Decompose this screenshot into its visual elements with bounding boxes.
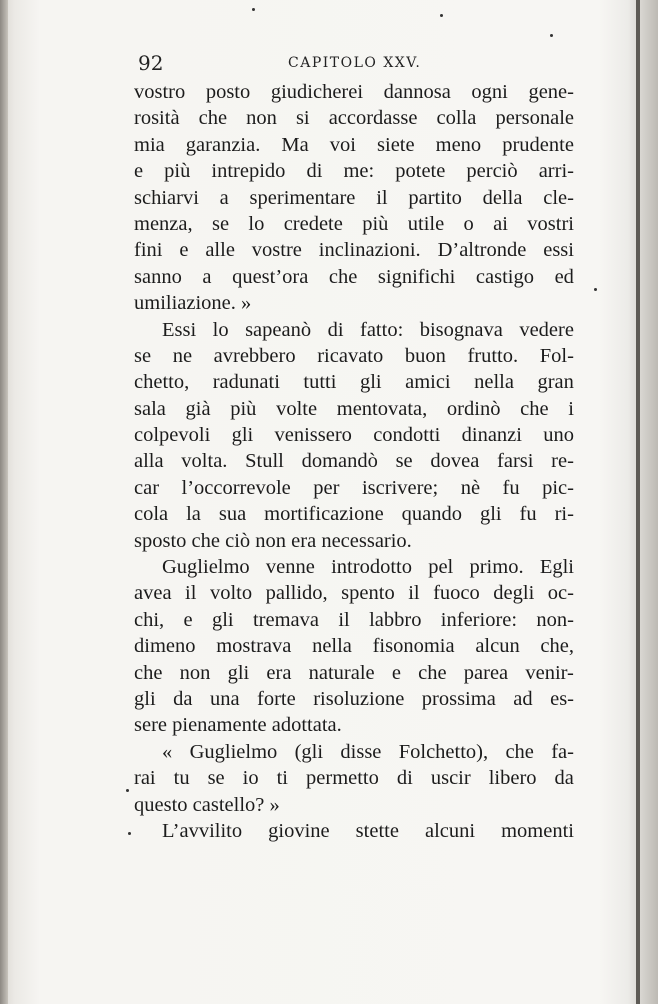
word: permetto: [306, 767, 379, 790]
word: sua: [218, 503, 247, 526]
word: inferiore:: [440, 608, 518, 631]
word: fisonomia: [372, 635, 455, 658]
word: una: [209, 687, 240, 710]
word: più: [230, 397, 257, 420]
word: sala: [134, 397, 166, 420]
word: gli: [479, 503, 502, 526]
word: tu: [173, 767, 190, 790]
word: uscir: [430, 767, 471, 790]
word: potete: [395, 160, 446, 183]
word: se: [134, 344, 152, 367]
text-line: [134, 501, 574, 527]
word: volte: [276, 397, 318, 420]
word: fu: [502, 476, 520, 499]
word: il: [408, 582, 420, 605]
word: quest’ora: [232, 265, 309, 288]
word: fa-: [551, 740, 574, 763]
word: meno: [435, 133, 482, 156]
word: se: [395, 450, 413, 473]
word: schiarvi: [134, 186, 199, 209]
word: bisognava: [419, 318, 503, 341]
word: rosità: [134, 107, 180, 130]
word: tutti: [303, 371, 337, 394]
word: ad: [513, 687, 533, 710]
word: il: [185, 582, 197, 605]
word: colpevoli: [134, 424, 211, 447]
word: uno: [543, 424, 574, 447]
text-line: [134, 633, 574, 659]
word: radunati: [212, 371, 280, 394]
word: partito: [408, 186, 462, 209]
word: lo: [248, 212, 265, 235]
word: dannosa: [383, 81, 451, 103]
word: gli: [359, 371, 382, 394]
word: questo: [134, 793, 188, 816]
word: dimeno: [134, 635, 196, 658]
word: inclinazioni.: [318, 239, 421, 262]
word: la: [186, 503, 201, 526]
word: già: [185, 397, 211, 420]
text-line: [134, 290, 574, 316]
word: che: [505, 740, 534, 763]
word: nè: [460, 476, 481, 499]
word: vedere: [519, 318, 574, 341]
word: re-: [551, 450, 574, 473]
text-line: [134, 105, 574, 131]
word: dinanzi: [461, 424, 522, 447]
word: Fol-: [539, 344, 574, 367]
word: ri-: [554, 503, 574, 526]
word: giudicherei: [270, 81, 364, 103]
word: farsi: [497, 450, 534, 473]
word: nella: [312, 635, 352, 658]
word: si: [295, 107, 310, 130]
word: da: [173, 687, 193, 710]
word: pienamente: [172, 714, 267, 737]
page-right-edge: [636, 0, 640, 1004]
word: pic-: [542, 476, 574, 499]
running-head: [138, 50, 578, 76]
word: significhi: [377, 265, 456, 288]
text-line: [134, 158, 574, 184]
word: Guglielmo: [162, 556, 250, 579]
word: avea: [134, 582, 172, 605]
word: fini: [134, 239, 163, 262]
word: i: [568, 397, 574, 420]
word: naturale: [308, 661, 375, 684]
text-line: [134, 211, 574, 237]
ink-speck: [550, 34, 553, 37]
word: giovine: [268, 819, 330, 842]
text-line: [134, 607, 574, 633]
word: gli: [227, 661, 250, 684]
word: se: [207, 767, 225, 790]
word: fu: [519, 503, 537, 526]
word: Stull: [245, 450, 284, 473]
word: condotti: [373, 424, 441, 447]
ink-speck: [594, 288, 597, 291]
word: ai: [493, 212, 508, 235]
word: rai: [134, 767, 156, 790]
text-line: [134, 528, 574, 554]
word: prossima: [421, 687, 496, 710]
word: Guglielmo: [189, 740, 278, 763]
word: libero: [488, 767, 537, 790]
text-line: [134, 237, 574, 263]
word: che: [520, 397, 549, 420]
word: essi: [543, 239, 574, 262]
word: vostre: [251, 239, 302, 262]
word: che: [418, 661, 447, 684]
text-line: [134, 185, 574, 211]
text-line: [134, 712, 574, 738]
word: venne: [265, 556, 315, 579]
word: umiliazione.: [134, 292, 236, 315]
word: venissero: [274, 424, 352, 447]
word: cola: [134, 503, 169, 526]
word: gran: [537, 371, 574, 394]
word: me:: [343, 160, 375, 183]
word: L’avvilito: [162, 819, 243, 842]
word: castigo: [475, 265, 534, 288]
word: credete: [283, 212, 343, 235]
word: sanno: [134, 265, 182, 288]
word: utile: [407, 212, 445, 235]
word: il: [376, 186, 388, 209]
body-text: [134, 79, 574, 844]
word: alcuni: [424, 819, 476, 842]
word: arri-: [538, 160, 574, 183]
word: Egli: [539, 556, 574, 579]
word: sapeanò: [245, 318, 312, 341]
word: Folchetto),: [398, 740, 489, 763]
text-line: [134, 792, 574, 818]
word: pallido,: [265, 582, 328, 605]
word: volta.: [181, 450, 228, 473]
ink-speck: [128, 832, 131, 835]
word: necessario.: [321, 529, 412, 552]
text-line: [134, 739, 574, 765]
word: lo: [212, 318, 229, 341]
word: mentovata,: [336, 397, 428, 420]
word: pel: [428, 556, 454, 579]
word: Essi: [162, 318, 197, 341]
text-line: [134, 396, 574, 422]
word: io: [242, 767, 259, 790]
word: vostro: [134, 81, 186, 103]
word: e: [183, 608, 193, 631]
word: gli: [211, 608, 234, 631]
page-binding-edge: [0, 0, 8, 1004]
word: garanzia.: [185, 133, 261, 156]
word: della: [482, 186, 523, 209]
word: non-: [536, 608, 574, 631]
word: risoluzione: [313, 687, 405, 710]
word: accordasse: [328, 107, 418, 130]
word: non: [179, 661, 211, 684]
word: fuoco: [433, 582, 480, 605]
word: se: [211, 212, 230, 235]
word: es-: [550, 687, 574, 710]
word: mostrava: [216, 635, 292, 658]
word: menza,: [134, 212, 193, 235]
word: posto: [205, 81, 251, 103]
page-number: 92: [138, 51, 164, 75]
word: primo.: [469, 556, 524, 579]
text-line: [134, 422, 574, 448]
word: alla: [134, 450, 164, 473]
word: frutto.: [467, 344, 519, 367]
text-line: [134, 818, 574, 844]
word: sere: [134, 714, 168, 737]
word: buon: [404, 344, 446, 367]
ink-speck: [126, 789, 129, 792]
word: e: [134, 160, 144, 183]
word: o: [463, 212, 474, 235]
word: chetto,: [134, 371, 190, 394]
word: domandò: [301, 450, 378, 473]
word: era: [266, 661, 292, 684]
text-line: [134, 580, 574, 606]
text-line: [134, 79, 574, 105]
text-line: [134, 132, 574, 158]
text-line: [134, 686, 574, 712]
word: chi,: [134, 608, 165, 631]
word: colla: [436, 107, 477, 130]
word: voi: [329, 133, 356, 156]
text-line: [134, 343, 574, 369]
word: cle-: [543, 186, 574, 209]
text-line: [134, 264, 574, 290]
text-line: [134, 475, 574, 501]
word: ogni: [471, 81, 508, 103]
word: l’occorrevole: [181, 476, 291, 499]
word: non: [246, 107, 277, 130]
word: oc-: [547, 582, 574, 605]
word: e: [391, 661, 401, 684]
word: ed: [554, 265, 574, 288]
text-line: [134, 317, 574, 343]
word: castello?: [192, 793, 265, 816]
word: degli: [493, 582, 535, 605]
text-line: [134, 554, 574, 580]
word: »: [241, 292, 252, 315]
word: ne: [172, 344, 193, 367]
word: mortificazione: [264, 503, 384, 526]
word: disse: [340, 740, 382, 763]
word: alle: [205, 239, 235, 262]
word: quando: [401, 503, 462, 526]
word: alcun: [475, 635, 520, 658]
word: a: [202, 265, 212, 288]
word: iscrivere;: [361, 476, 439, 499]
word: dovea: [430, 450, 480, 473]
word: prudente: [502, 133, 574, 156]
word: per: [313, 476, 340, 499]
word: ciò: [225, 529, 251, 552]
word: momenti: [501, 819, 574, 842]
word: da: [554, 767, 574, 790]
word: parea: [463, 661, 509, 684]
word: il: [338, 608, 350, 631]
word: stette: [355, 819, 399, 842]
word: ordinò: [446, 397, 501, 420]
ink-speck: [440, 14, 443, 17]
word: »: [269, 793, 280, 816]
word: intrepido: [211, 160, 286, 183]
word: labbro: [369, 608, 422, 631]
word: Ma: [281, 133, 309, 156]
text-line: [134, 765, 574, 791]
text-line: [134, 660, 574, 686]
text-line: [134, 369, 574, 395]
word: che: [191, 529, 220, 552]
word: personale: [495, 107, 574, 130]
word: gene-: [528, 81, 574, 103]
text-line: [134, 448, 574, 474]
word: adottata.: [271, 714, 342, 737]
word: di: [306, 160, 323, 183]
ink-speck: [252, 8, 255, 11]
word: amici: [405, 371, 451, 394]
chapter-title: CAPITOLO XXV.: [288, 55, 422, 71]
word: introdotto: [331, 556, 412, 579]
word: (gli: [294, 740, 324, 763]
word: D’altronde: [437, 239, 527, 262]
word: avrebbero: [213, 344, 296, 367]
word: gli: [134, 687, 156, 710]
word: sperimentare: [249, 186, 356, 209]
word: nella: [474, 371, 514, 394]
word: perciò: [466, 160, 518, 183]
word: «: [162, 740, 173, 763]
word: era: [291, 529, 317, 552]
word: mia: [134, 133, 165, 156]
word: ti: [276, 767, 289, 790]
word: tremava: [252, 608, 319, 631]
word: che: [328, 265, 358, 288]
word: siete: [377, 133, 415, 156]
word: più: [164, 160, 191, 183]
word: di: [327, 318, 344, 341]
word: non: [255, 529, 287, 552]
word: volto: [209, 582, 253, 605]
word: a: [219, 186, 229, 209]
word: fatto:: [360, 318, 404, 341]
word: car: [134, 476, 160, 499]
word: vostri: [527, 212, 574, 235]
word: che: [198, 107, 228, 130]
word: e: [179, 239, 189, 262]
word: che: [134, 661, 163, 684]
word: di: [396, 767, 413, 790]
word: sposto: [134, 529, 187, 552]
word: più: [362, 212, 389, 235]
word: gli: [231, 424, 254, 447]
word: forte: [257, 687, 296, 710]
word: ricavato: [317, 344, 384, 367]
word: venir-: [525, 661, 574, 684]
word: che,: [540, 635, 574, 658]
word: spento: [341, 582, 395, 605]
